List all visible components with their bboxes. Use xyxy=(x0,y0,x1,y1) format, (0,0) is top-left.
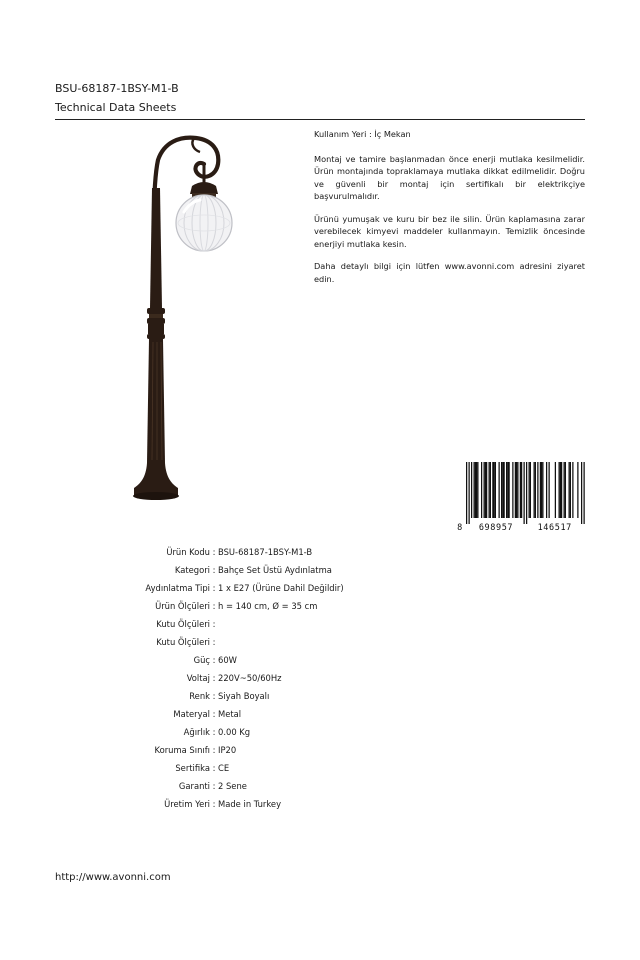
barcode-bar xyxy=(526,462,527,524)
spec-value: Made in Turkey xyxy=(218,799,282,809)
barcode-bar xyxy=(474,462,475,518)
barcode-bar xyxy=(572,462,573,518)
spec-row xyxy=(60,633,460,651)
spec-row xyxy=(60,597,460,615)
spec-row xyxy=(60,669,460,687)
barcode-bar xyxy=(520,462,521,518)
spec-label: Ürün Kodu xyxy=(166,547,210,557)
barcode-bar xyxy=(486,462,487,518)
spec-label: Ürün Ölçüleri xyxy=(155,601,210,611)
barcode-bar xyxy=(530,462,531,518)
barcode-bar xyxy=(535,462,536,518)
spec-row xyxy=(60,615,460,633)
spec-value: Bahçe Set Üstü Aydınlatma xyxy=(218,565,332,575)
barcode-bar xyxy=(524,462,525,524)
barcode-bar xyxy=(501,462,502,518)
spec-label: Koruma Sınıfı xyxy=(154,745,210,755)
barcode-bar xyxy=(570,462,571,518)
barcode-bar xyxy=(509,462,510,518)
barcode-bar xyxy=(577,462,578,518)
product-barcode xyxy=(456,460,588,532)
lamp-base xyxy=(134,463,178,496)
barcode-bar xyxy=(504,462,505,518)
product-code-title: BSU-68187-1BSY-M1-B xyxy=(55,82,179,95)
barcode-bar xyxy=(540,462,541,518)
lamp-globe xyxy=(176,195,232,251)
spec-value: CE xyxy=(218,763,230,773)
barcode-bar xyxy=(537,462,538,518)
spec-value: 220V~50/60Hz xyxy=(218,673,282,683)
barcode-bar xyxy=(484,462,485,518)
spec-separator: : xyxy=(212,565,216,575)
spec-row xyxy=(60,651,460,669)
barcode-bar xyxy=(534,462,535,518)
spec-value: h = 140 cm, Ø = 35 cm xyxy=(218,601,318,611)
document-subtitle: Technical Data Sheets xyxy=(55,101,177,114)
spec-separator: : xyxy=(212,601,216,611)
spec-label: Aydınlatma Tipi xyxy=(145,583,210,593)
barcode-bar xyxy=(492,462,493,518)
barcode-bar xyxy=(549,462,550,518)
barcode-bar xyxy=(569,462,570,518)
spec-value: Siyah Boyalı xyxy=(218,691,270,701)
spec-label: Materyal xyxy=(173,709,210,719)
barcode-bar xyxy=(521,462,522,518)
barcode-bar xyxy=(466,462,467,524)
spec-label: Ağırlık xyxy=(183,727,210,737)
spec-value: 0.00 Kg xyxy=(218,727,251,737)
spec-label: Üretim Yeri xyxy=(164,799,210,809)
spec-row xyxy=(60,795,460,813)
spec-label: Voltaj xyxy=(186,673,210,683)
cleaning-paragraph: Ürünü yumuşak ve kuru bir bez ile silin. Ürün kaplamasına zarar verebilecek kimyevi maddeler kullanmayın. Temizlik öncesinde enerjiyi mutlaka kesin. xyxy=(314,213,585,249)
barcode-bar xyxy=(506,462,507,518)
barcode-digits: 146517 xyxy=(537,523,572,532)
spec-value xyxy=(218,615,460,633)
barcode-bar xyxy=(542,462,543,518)
barcode-bar xyxy=(499,462,500,518)
barcode-bar xyxy=(564,462,565,518)
spec-value: 2 Sene xyxy=(218,781,247,791)
more-info-paragraph: Daha detaylı bilgi için lütfen www.avonni.com adresini ziyaret edin. xyxy=(314,261,585,284)
spec-separator: : xyxy=(212,781,216,791)
spec-label: Sertifika xyxy=(175,763,210,773)
barcode-bar xyxy=(481,462,482,518)
lamp-collar xyxy=(147,308,165,339)
spec-separator: : xyxy=(212,745,216,755)
barcode-bar xyxy=(584,462,585,524)
barcode-bar xyxy=(515,462,516,518)
barcode-bar xyxy=(489,462,490,518)
spec-row xyxy=(60,561,460,579)
spec-label: Kutu Ölçüleri xyxy=(156,619,210,629)
usage-information xyxy=(314,128,585,295)
spec-separator: : xyxy=(212,619,216,629)
safety-paragraph: Montaj ve tamire başlanmadan önce enerji mutlaka kesilmelidir. Ürün montajında topraklamaya mutlaka dikkat edilmelidir. Doğru ve güvenli bir montaj için sertifikalı bir elektrikçiye başvurulmalıdır. xyxy=(314,153,585,201)
product-image-lamp-post xyxy=(120,128,235,508)
barcode-bar xyxy=(494,462,495,518)
barcode-bar xyxy=(546,462,547,518)
header-divider xyxy=(55,119,585,120)
barcode-bar xyxy=(512,462,513,518)
spec-separator: : xyxy=(212,655,216,665)
barcode-bar xyxy=(559,462,560,518)
spec-label: Güç xyxy=(193,655,210,665)
spec-row xyxy=(60,741,460,759)
spec-value xyxy=(218,633,460,651)
specifications-table xyxy=(60,543,460,813)
barcode-bar xyxy=(517,462,518,518)
spec-separator: : xyxy=(212,691,216,701)
barcode-bar xyxy=(475,462,476,518)
spec-label: Renk xyxy=(189,691,210,701)
spec-value: 60W xyxy=(218,655,237,665)
spec-label: Kategori xyxy=(174,565,210,575)
barcode-bar xyxy=(561,462,562,518)
barcode-bar xyxy=(516,462,517,518)
spec-row xyxy=(60,579,460,597)
barcode-bar xyxy=(507,462,508,518)
spec-label: Kutu Ölçüleri xyxy=(156,637,210,647)
barcode-bar xyxy=(495,462,496,518)
spec-row xyxy=(60,759,460,777)
spec-row xyxy=(60,543,460,561)
spec-separator: : xyxy=(212,799,216,809)
barcode-bar xyxy=(476,462,477,518)
barcode-bar xyxy=(541,462,542,518)
spec-separator: : xyxy=(212,763,216,773)
spec-separator: : xyxy=(212,547,216,557)
spec-row xyxy=(60,687,460,705)
footer-website-url: http://www.avonni.com xyxy=(55,872,171,883)
spec-value: Metal xyxy=(218,709,242,719)
spec-value: 1 x E27 (Ürüne Dahil Değildir) xyxy=(218,583,344,593)
lamp-pole xyxy=(150,188,162,308)
barcode-bar xyxy=(581,462,582,524)
lamp-cap xyxy=(190,182,218,194)
spec-row xyxy=(60,723,460,741)
spec-value: BSU-68187-1BSY-M1-B xyxy=(218,547,313,557)
barcode-bar xyxy=(560,462,561,518)
spec-separator: : xyxy=(212,637,216,647)
barcode-bar xyxy=(485,462,486,518)
spec-row xyxy=(60,705,460,723)
spec-label: Garanti xyxy=(178,781,210,791)
barcode-bar xyxy=(477,462,478,518)
barcode-digits: 8 xyxy=(457,523,463,532)
barcode-bar xyxy=(502,462,503,518)
barcode-digits: 698957 xyxy=(478,523,514,532)
spec-separator: : xyxy=(212,709,216,719)
spec-separator: : xyxy=(212,673,216,683)
barcode-bar xyxy=(555,462,556,518)
barcode-bar xyxy=(529,462,530,518)
usage-location: Kullanım Yeri : İç Mekan xyxy=(314,129,411,139)
barcode-bar xyxy=(469,462,470,524)
barcode-bar xyxy=(490,462,491,518)
document-header xyxy=(55,82,585,120)
barcode-bar xyxy=(565,462,566,518)
spec-separator: : xyxy=(212,583,216,593)
spec-value: IP20 xyxy=(218,745,237,755)
spec-separator: : xyxy=(212,727,216,737)
barcode-bar xyxy=(471,462,472,518)
spec-row xyxy=(60,777,460,795)
